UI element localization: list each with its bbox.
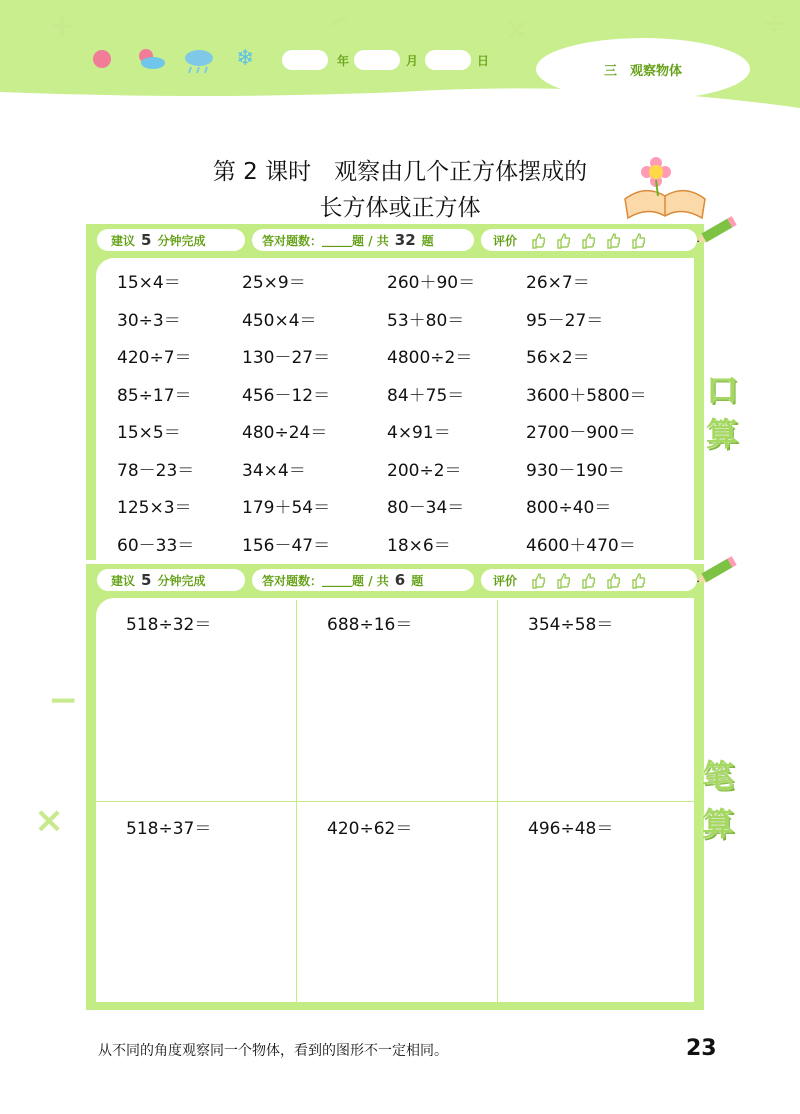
advice-prefix: 建议 xyxy=(111,573,136,588)
oral-exercise: 60－33＝ xyxy=(117,535,195,556)
oral-exercise: 2700－900＝ xyxy=(526,423,636,443)
oral-exercise: 34×4＝ xyxy=(242,460,306,481)
year-field[interactable] xyxy=(282,50,328,70)
lesson-title-line1: 第 2 课时 观察由几个正方体摆成的 xyxy=(212,159,588,185)
plus-decoration-icon: + xyxy=(48,6,77,46)
minus-decoration-icon: − xyxy=(48,680,79,721)
oral-exercise: 450×4＝ xyxy=(242,310,317,331)
thumbs-up-icon[interactable] xyxy=(581,232,596,249)
sun-icon[interactable] xyxy=(93,50,111,68)
calc-problem: 496÷48＝ xyxy=(528,819,614,839)
score-blank[interactable]: _____ xyxy=(322,573,353,587)
calc-cell[interactable] xyxy=(297,802,498,1002)
sun-cloud-icon[interactable] xyxy=(136,48,166,70)
oral-exercise: 80－34＝ xyxy=(387,498,465,518)
oral-exercise: 125×3＝ xyxy=(117,498,192,518)
advice-suffix: 分钟完成 xyxy=(157,233,206,248)
pencil-icon xyxy=(692,216,740,246)
thumbs-up-icon[interactable] xyxy=(631,232,646,249)
year-label: 年 xyxy=(337,54,350,68)
score-blank[interactable]: _____ xyxy=(322,233,353,247)
thumbs-up-icon[interactable] xyxy=(631,572,646,589)
oral-exercise: 26×7＝ xyxy=(526,273,590,293)
rating-label: 评价 xyxy=(493,573,518,588)
oral-exercise: 420÷7＝ xyxy=(117,348,192,368)
oral-exercise: 200÷2＝ xyxy=(387,460,462,481)
score-total: 32 xyxy=(394,231,416,249)
oral-exercise: 130－27＝ xyxy=(242,348,331,368)
oral-exercise: 4600＋470＝ xyxy=(526,535,636,556)
lesson-title-line2: 长方体或正方体 xyxy=(319,195,481,221)
oral-exercise-col-2 xyxy=(242,268,330,568)
thumbs-up-icon[interactable] xyxy=(606,232,621,249)
day-label: 日 xyxy=(477,54,490,68)
oral-exercise: 456－12＝ xyxy=(242,385,331,406)
footer-note: 从不同的角度观察同一个物体，看到的图形不一定相同。 xyxy=(98,1043,448,1059)
oral-info-bar-advice xyxy=(97,229,245,251)
oral-exercise: 3600＋5800＝ xyxy=(526,385,647,406)
oral-exercise-col-4 xyxy=(526,268,647,568)
oral-exercise: 95－27＝ xyxy=(526,310,604,331)
snowflake-icon[interactable]: ❄ xyxy=(236,46,255,71)
thumbs-up-icon[interactable] xyxy=(531,572,546,589)
written-side-label: 笔算 xyxy=(702,757,735,843)
oral-exercise: 30÷3＝ xyxy=(117,310,181,331)
calc-cell[interactable] xyxy=(498,802,694,1002)
oral-exercise: 15×4＝ xyxy=(117,273,181,293)
written-info-bar-score xyxy=(252,569,474,591)
times-decoration-icon: × xyxy=(504,12,530,47)
thumbs-up-icon[interactable] xyxy=(531,232,546,249)
advice-suffix: 分钟完成 xyxy=(157,573,206,588)
score-mid: 题 / 共 xyxy=(352,573,389,588)
calc-problem: 518÷37＝ xyxy=(126,819,212,839)
oral-exercise: 156－47＝ xyxy=(242,535,331,556)
calc-problem: 354÷58＝ xyxy=(528,615,614,635)
day-field[interactable] xyxy=(425,50,471,70)
thumbs-up-icon[interactable] xyxy=(581,572,596,589)
oral-info-bar-score xyxy=(252,229,474,251)
advice-prefix: 建议 xyxy=(111,233,136,248)
written-info-bar-rating xyxy=(481,569,697,591)
oral-exercise: 78－23＝ xyxy=(117,460,195,481)
thumbs-up-icon[interactable] xyxy=(606,572,621,589)
calc-problem: 688÷16＝ xyxy=(327,615,413,635)
score-mid: 题 / 共 xyxy=(352,233,389,248)
oral-exercise: 18×6＝ xyxy=(387,535,451,556)
oral-info-bar-rating xyxy=(481,229,697,251)
oral-exercise: 930－190＝ xyxy=(526,460,625,481)
oral-exercise: 15×5＝ xyxy=(117,423,181,443)
oral-exercise: 4800÷2＝ xyxy=(387,348,473,368)
written-calc-grid xyxy=(96,600,694,1002)
minus-decoration-icon: − xyxy=(320,0,356,41)
oral-exercise: 25×9＝ xyxy=(242,273,306,293)
advice-minutes: 5 xyxy=(141,571,152,589)
score-total: 6 xyxy=(394,571,406,589)
score-prefix: 答对题数： xyxy=(262,573,323,588)
month-label: 月 xyxy=(406,54,419,68)
thumbs-up-icon[interactable] xyxy=(556,232,571,249)
oral-exercise: 53＋80＝ xyxy=(387,310,465,331)
book-flower-icon xyxy=(620,154,710,224)
oral-side-label: 口算 xyxy=(706,371,739,453)
oral-exercise: 84＋75＝ xyxy=(387,385,465,406)
oral-exercise-col-1 xyxy=(117,268,194,568)
calc-cell[interactable] xyxy=(96,802,297,1002)
rating-label: 评价 xyxy=(493,233,518,248)
score-prefix: 答对题数： xyxy=(262,233,323,248)
pencil-icon xyxy=(692,556,740,586)
calc-cell[interactable] xyxy=(498,600,694,802)
month-field[interactable] xyxy=(354,50,400,70)
rain-cloud-icon[interactable] xyxy=(183,48,215,74)
oral-exercise: 260＋90＝ xyxy=(387,273,476,293)
calc-problem: 518÷32＝ xyxy=(126,615,212,635)
calc-cell[interactable] xyxy=(96,600,297,802)
oral-exercise: 4×91＝ xyxy=(387,423,451,443)
written-info-bar-advice xyxy=(97,569,245,591)
oral-exercise: 179＋54＝ xyxy=(242,498,331,518)
oral-exercise: 56×2＝ xyxy=(526,348,590,368)
page-number: 23 xyxy=(686,1036,717,1061)
times-decoration-icon: × xyxy=(34,800,65,841)
oral-exercise: 85÷17＝ xyxy=(117,385,192,406)
chapter-title: 三 观察物体 xyxy=(603,64,682,79)
oral-exercise: 800÷40＝ xyxy=(526,498,612,518)
score-suffix: 题 xyxy=(411,573,424,588)
oral-exercise-col-3 xyxy=(387,268,475,568)
calc-problem: 420÷62＝ xyxy=(327,819,413,839)
divide-decoration-icon: ÷ xyxy=(762,6,788,41)
advice-minutes: 5 xyxy=(141,231,152,249)
calc-cell[interactable] xyxy=(297,600,498,802)
oral-exercise: 480÷24＝ xyxy=(242,423,328,443)
thumbs-up-icon[interactable] xyxy=(556,572,571,589)
score-suffix: 题 xyxy=(421,233,434,248)
